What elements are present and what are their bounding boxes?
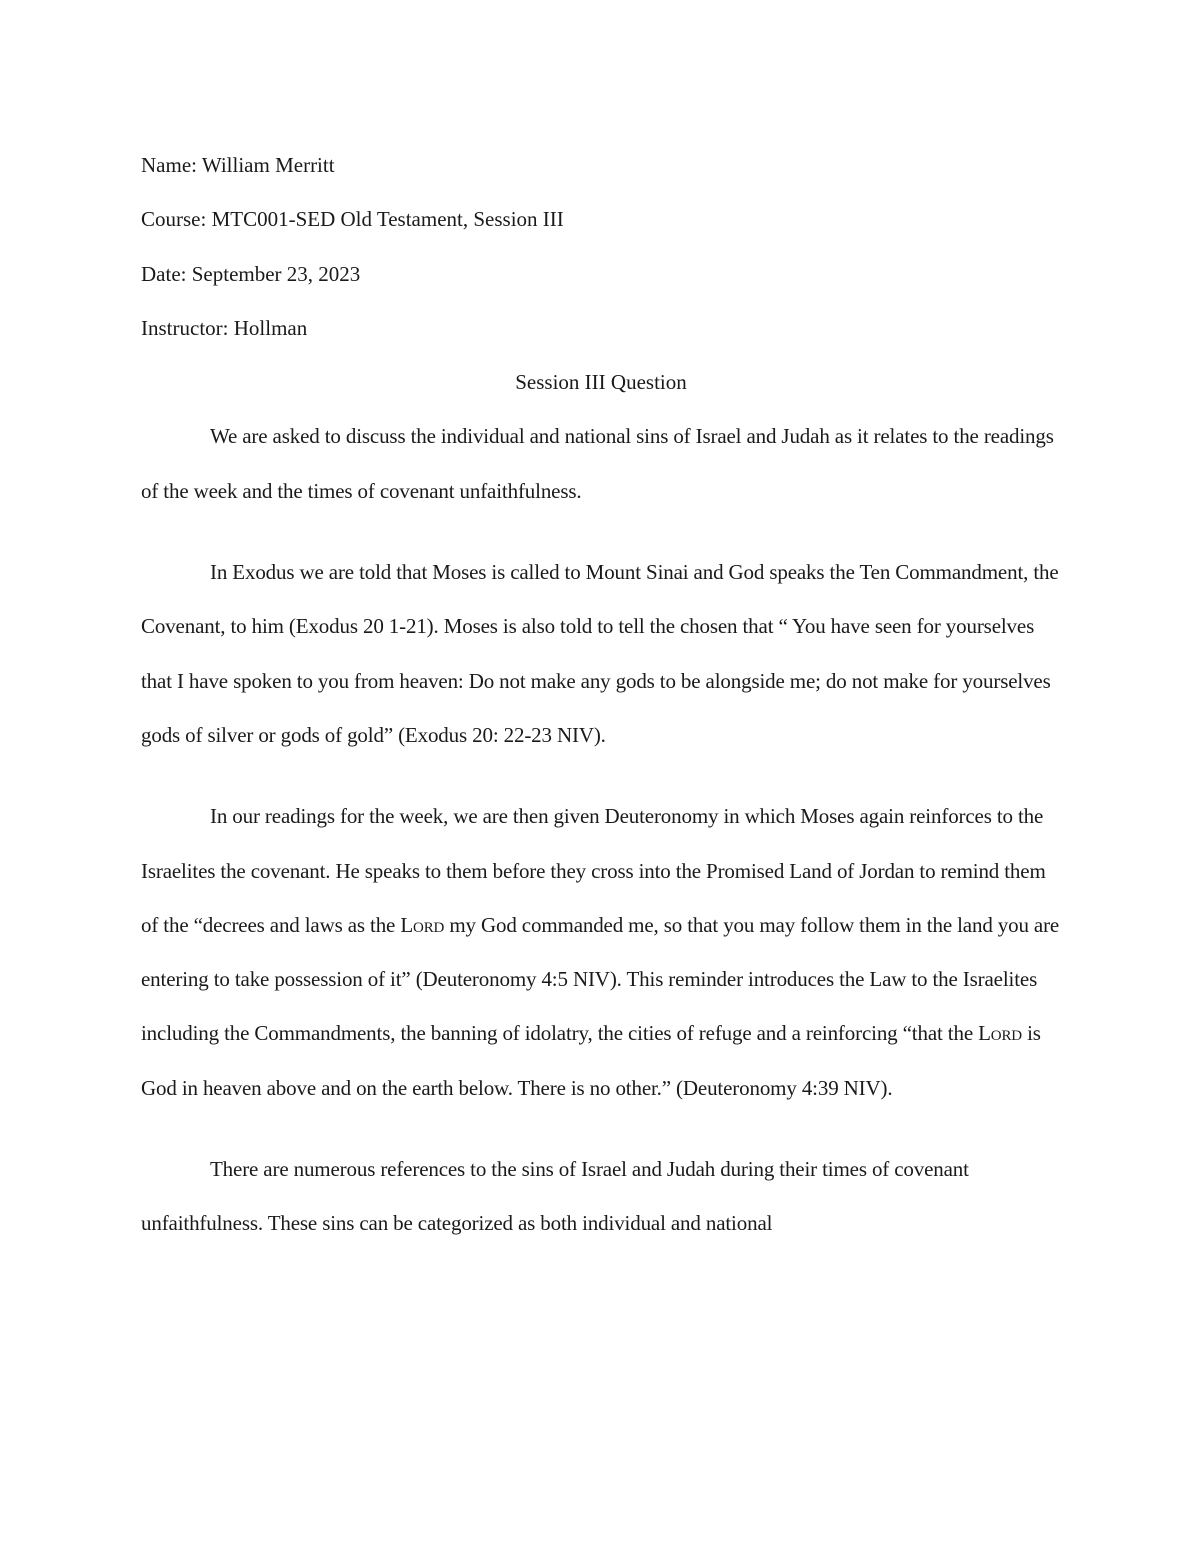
header-date-value: September 23, 2023 xyxy=(191,261,361,286)
header-course xyxy=(141,192,1061,246)
paragraph-3-part-1: In our readings for the week, we are then given Deuteronomy in which Moses again reinforces to the Israelites the covenant. He speaks to them before they cross into the Promised Land of Jordan to remind them of the “decrees and laws as the xyxy=(141,804,1046,937)
header-instructor-value: Hollman xyxy=(233,315,308,340)
paragraph-3-part-3: is God in heaven above and on the earth below. There is no other.” (Deuteronomy 4:39 NIV). xyxy=(141,1021,1041,1100)
paragraph-3 xyxy=(141,789,1061,1115)
header-instructor-label: Instructor: xyxy=(141,315,229,340)
header-course-value: MTC001-SED Old Testament, Session III xyxy=(211,207,564,232)
header-date xyxy=(141,247,1061,301)
paragraph-2: In Exodus we are told that Moses is called to Mount Sinai and God speaks the Ten Commandment, the Covenant, to him (Exodus 20 1-21). Moses is also told to tell the chosen that “ You have seen for yourselves that I have spoken to you from heaven: Do not make any gods to be alongside me; do not make for yourselves gods of silver or gods of gold” (Exodus 20: 22-23 NIV). xyxy=(141,560,1059,747)
header-instructor xyxy=(141,301,1061,355)
header-name xyxy=(141,138,1061,192)
header-course-label: Course: xyxy=(141,207,207,232)
paragraph-4: There are numerous references to the sins of Israel and Judah during their times of covenant unfaithfulness. These sins can be categorized as both individual and national xyxy=(141,1157,969,1236)
header-name-value: William Merritt xyxy=(201,153,335,177)
header-name-label: Name: xyxy=(141,153,197,177)
paragraph-3-part-2: my God commanded me, so that you may follow them in the land you are entering to take possession of it” (Deuteronomy 4:5 NIV). This reminder introduces the Law to the Israelites including the Commandments, the banning of idolatry, the cities of refuge and a reinforcing “that the xyxy=(141,912,1060,1046)
paragraph-1: We are asked to discuss the individual and national sins of Israel and Judah as it relates to the readings of the week and the times of covenant unfaithfulness. xyxy=(141,424,1054,503)
page-title: Session III Question xyxy=(515,370,687,395)
document-body xyxy=(141,138,1061,1251)
header-date-label: Date: xyxy=(141,261,187,286)
lord-small-caps-1: Lord xyxy=(400,912,445,937)
lord-small-caps-2: Lord xyxy=(978,1021,1022,1046)
